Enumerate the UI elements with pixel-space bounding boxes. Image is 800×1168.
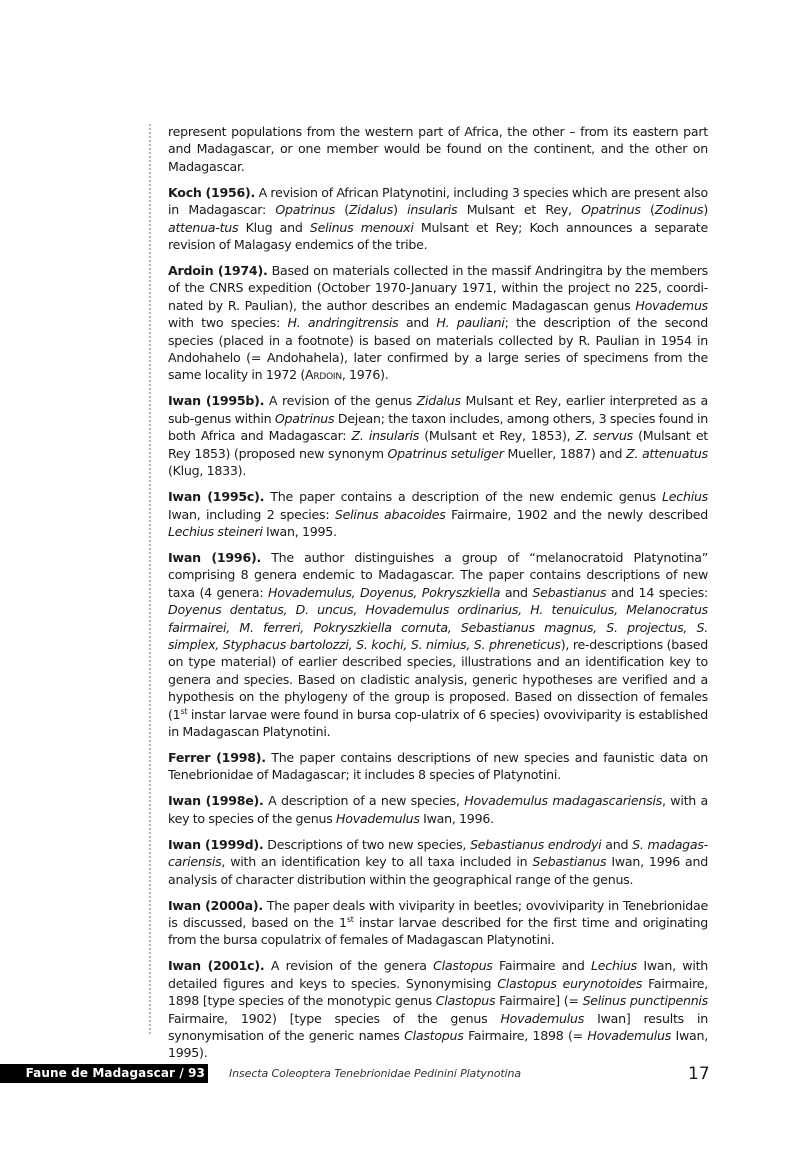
margin-dotted-rule	[149, 124, 151, 1034]
page-number: 17	[688, 1064, 710, 1084]
entry-iwan-1998e: Iwan (1998e). A description of a new species, Hovademulus madagascariensis, with a key to species of the genus Hovademulus Iwan, 1996.	[168, 793, 708, 826]
entry-iwan-1995c: Iwan (1995c). The paper contains a description of the new endemic genus Lechius Iwan, including 2 species: Selinus abacoides Fairmaire, 1902 and the newly described Lechius steineri Iwan, 1995.	[168, 489, 708, 539]
entry-iwan-1999d: Iwan (1999d). Descriptions of two new species, Sebastianus endrodyi and S. madagas-cariensis, with an identification key to all taxa included in Sebastianus Iwan, 1996 and analysis of character distribution within the geographical range of the genus.	[168, 836, 709, 887]
entry-iwan-2000a: Iwan (2000a). The paper deals with viviparity in beetles; ovoviviparity in Tenebrionidae is discussed, based on the 1st instar larvae described for the first time and originating from the bursa copulatrix of females of Madagascan Platynotini.	[168, 897, 709, 948]
entry-ferrer-1998: Ferrer (1998). The paper contains descriptions of new species and faunistic data on Tenebrionidae of Madagascar; it includes 8 species of Platynotini.	[168, 749, 708, 783]
paragraph-continuation: represent populations from the western part of Africa, the other – from its eastern part and Madagascar, or one member would be found on the continent, and the other on Madagascar.	[168, 124, 708, 174]
footer-series-title: Faune de Madagascar / 93	[25, 1066, 205, 1080]
entry-iwan-1996: Iwan (1996). The author distinguishes a group of “melanocratoid Platynotina” comprising 8 genera endemic to Madagascar. The paper contains descriptions of new taxa (4 genera: Hovademulus, Doyenus, Pokryszkiella and Sebastianus and 14 species: Doyenus dentatus, D. uncus, Hovademulus ordinarius, H. tenuiculus, Melanocratus fairmairei, M. ferreri, Pokryszkiella cornuta, Sebastianus magnus, S. projectus, S. simplex, Styphacus bartolozzi, S. kochi, S. nimius, S. phreneticus), re-descriptions (based on type material) of earlier described species, illustrations and an identification key to genera and species. Based on cladistic analysis, generic hypotheses are verified and a hypothesis on the phylogeny of the group is proposed. Based on dissection of females (1st instar larvae were found in bursa cop-ulatrix of 6 species) ovoviviparity is established in Madagascan Platynotini.	[168, 549, 708, 739]
entry-koch-1956: Koch (1956). A revision of African Platynotini, including 3 species which are present also in Madagascar: Opatrinus (Zidalus) insularis Mulsant et Rey, Opatrinus (Zodinus) attenua-tus Klug and Selinus menouxi Mulsant et Rey; Koch announces a separate revision of Malagasy endemics of the tribe.	[168, 184, 708, 253]
body-text	[168, 123, 708, 1070]
footer-series-bar	[0, 1064, 208, 1083]
footer-subtitle: Insecta Coleoptera Tenebrionidae Pedinini Platynotina	[229, 1067, 522, 1080]
entry-iwan-1995b: Iwan (1995b). A revision of the genus Zidalus Mulsant et Rey, earlier interpreted as a sub-genus within Opatrinus Dejean; the taxon includes, among others, 3 species found in both Africa and Madagascar: Z. insularis (Mulsant et Rey, 1853), Z. servus (Mulsant et Rey 1853) (proposed new synonym Opatrinus setuliger Mueller, 1887) and Z. attenuatus (Klug, 1833).	[168, 393, 709, 479]
entry-ardoin-1974: Ardoin (1974). Based on materials collected in the massif Andringitra by the members of the CNRS expedition (October 1970-January 1971, within the project no 225, coordi-nated by R. Paulian), the author describes an endemic Madagascan genus Hovademus with two species: H. andringitrensis and H. pauliani; the description of the second species (placed in a footnote) is based on materials collected by R. Paulian in 1954 in Andohahelo (= Andohahela), later confirmed by a large series of specimens from the same locality in 1972 (Ardoin, 1976).	[168, 263, 708, 383]
entry-iwan-2001c: Iwan (2001c). A revision of the genera Clastopus Fairmaire and Lechius Iwan, with detailed figures and keys to species. Synonymising Clastopus eurynotoides Fairmaire, 1898 [type species of the monotypic genus Clastopus Fairmaire] (= Selinus punctipennis Fairmaire, 1902) [type species of the genus Hovademulus Iwan] results in synonymisation of the generic names Clastopus Fairmaire, 1898 (= Hovademulus Iwan, 1995).	[168, 958, 709, 1061]
